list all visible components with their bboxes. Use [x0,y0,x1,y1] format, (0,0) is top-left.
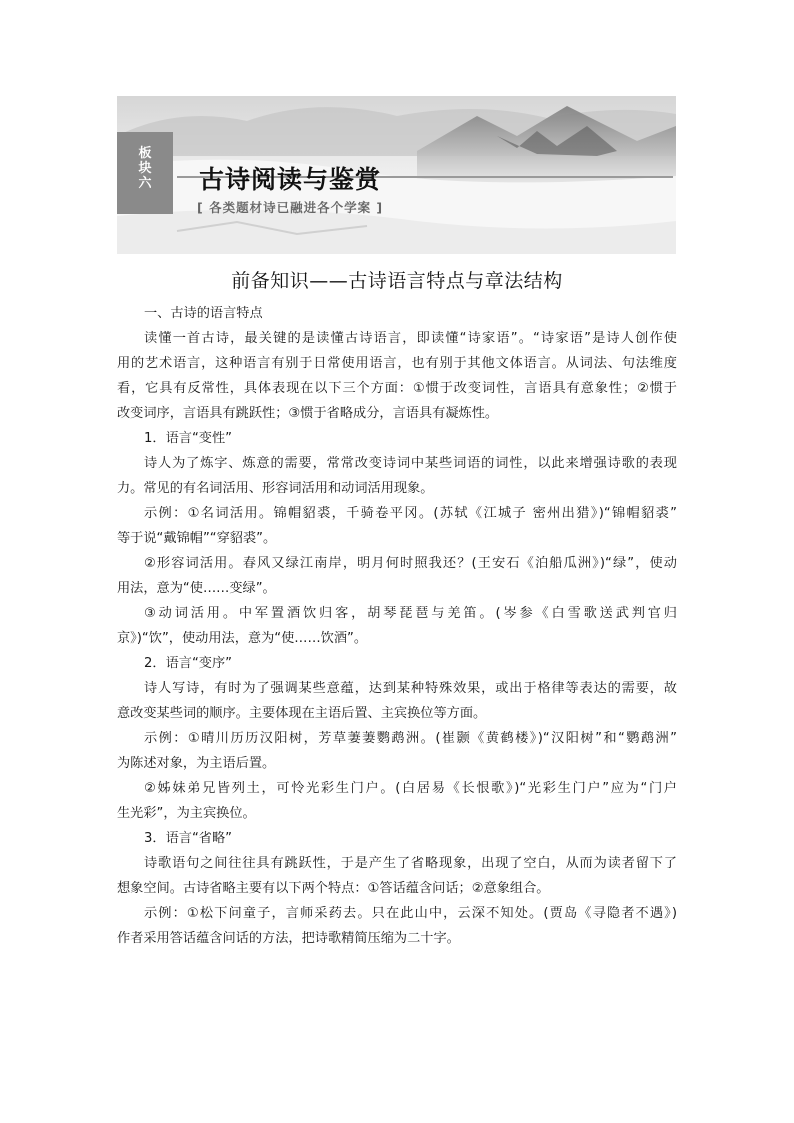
text-line: 诗人为了炼字、炼意的需要，常常改变诗词中某些词语的词性，以此来增强诗歌的表现 [144,456,677,471]
text-line: 想象空间。古诗省略主要有以下两个特点：①答话蕴含问话；②意象组合。 [117,881,550,896]
page-title: 前备知识——古诗语言特点与章法结构 [231,270,563,292]
text-line: ②形容词活用。春风又绿江南岸，明月何时照我还？(王安石《泊船瓜洲》)“绿”，使动 [144,556,677,571]
text-line: 一、古诗的语言特点 [144,306,263,321]
text-line: 示例：①晴川历历汉阳树，芳草萋萋鹦鹉洲。(崔颢《黄鹤楼》)“汉阳树”和“鹦鹉洲” [144,731,677,746]
text-line: 意改变某些词的顺序。主要体现在主语后置、主宾换位等方面。 [117,706,487,721]
text-line: 看，它具有反常性，具体表现在以下三个方面：①惯于改变词性，言语具有意象性；②惯于 [117,381,677,396]
text-line: 示例：①名词活用。锦帽貂裘，千骑卷平冈。(苏轼《江城子 密州出猎》)“锦帽貂裘” [144,506,677,521]
text-line: 生光彩”，为主宾换位。 [117,806,256,821]
text-line: 力。常见的有名词活用、形容词活用和动词活用现象。 [117,481,434,496]
text-line: 读懂一首古诗，最关键的是读懂古诗语言，即读懂“诗家语”。“诗家语”是诗人创作使 [144,331,677,346]
text-line: 作者采用答话蕴含问话的方法，把诗歌精简压缩为二十字。 [117,931,460,946]
text-line: 用的艺术语言，这种语言有别于日常使用语言，也有别于其他文体语言。从词法、句法维度 [117,356,677,371]
section-tab-label: 板块六 [138,146,152,191]
banner-title: 古诗阅读与鉴赏 [199,165,382,194]
text-line: 京》)“饮”，使动用法，意为“使……饮酒”。 [117,631,368,646]
text-line: ③动词活用。中军置酒饮归客，胡琴琵琶与羌笛。(岑参《白雪歌送武判官归 [144,606,677,621]
section-tab [117,132,173,214]
text-line: 示例：①松下问童子，言师采药去。只在此山中，云深不知处。(贾岛《寻隐者不遇》) [144,906,677,921]
text-line: ②姊妹弟兄皆列土，可怜光彩生门户。(白居易《长恨歌》)“光彩生门户”应为“门户 [144,781,677,796]
body-text [117,301,677,951]
banner-subtitle: [ 各类题材诗已融进各个学案 ] [197,200,384,215]
text-line: 诗人写诗，有时为了强调某些意蕴，达到某种特殊效果，或出于格律等表达的需要，故 [144,681,677,696]
section-banner [117,96,676,254]
text-line: 3．语言“省略” [144,831,232,846]
text-line: 2．语言“变序” [144,656,232,671]
text-line: 用法，意为“使……变绿”。 [117,581,276,596]
text-line: 诗歌语句之间往往具有跳跃性，于是产生了省略现象，出现了空白，从而为读者留下了 [144,856,677,871]
text-line: 改变词序，言语具有跳跃性；③惯于省略成分，言语具有凝炼性。 [117,406,499,421]
text-line: 1．语言“变性” [144,431,232,446]
text-line: 等于说“戴锦帽”“穿貂裘”。 [117,531,277,546]
text-line: 为陈述对象，为主语后置。 [117,756,276,771]
